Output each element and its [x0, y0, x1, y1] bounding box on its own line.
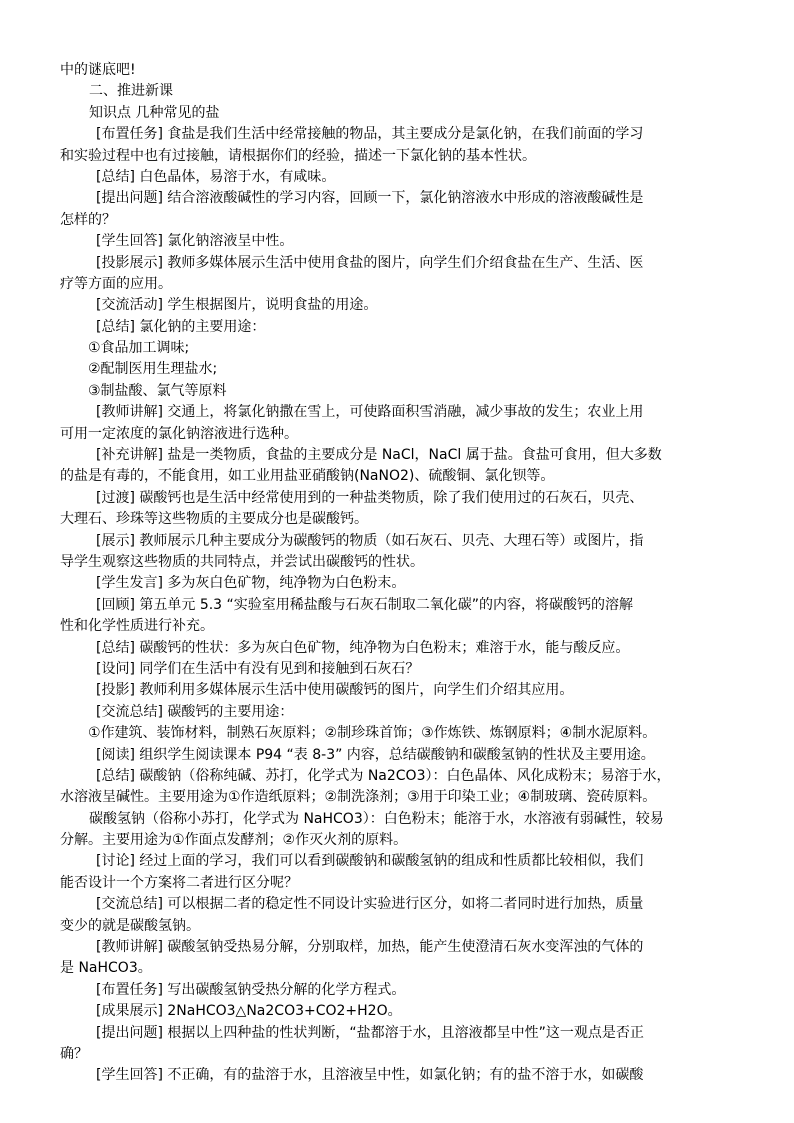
text-line: 能否设计一个方案将二者进行区分呢？ — [60, 874, 298, 891]
text-line: 是 NaHCO3。 — [60, 960, 152, 977]
text-line: ①作建筑、装饰材料，制熟石灰原料；②制珍珠首饰；③作炼铁、炼钢原料；④制水泥原料。 — [88, 725, 657, 742]
text-line: ②配制医用生理盐水; — [88, 361, 218, 378]
text-line: [回顾] 第五单元 5.3 “实验室用稀盐酸与石灰石制取二氧化碳”的内容，将碳酸钙的溶解 — [96, 596, 634, 613]
text-line: 导学生观察这些物质的共同特点，并尝试出碳酸钙的性状。 — [60, 553, 424, 570]
text-line: 确？ — [60, 1045, 88, 1062]
text-line: 水溶液呈碱性。主要用途为①作造纸原料；②制洗涤剂；③用于印染工业；④制玻璃、瓷砖原料。 — [60, 789, 657, 806]
text-line: [交流活动] 学生根据图片，说明食盐的用途。 — [96, 297, 378, 314]
text-line: [总结] 氯化钠的主要用途： — [96, 318, 266, 335]
text-line: 二、推进新课 — [89, 83, 173, 100]
text-line: [总结] 碳酸钠（俗称纯碱、苏打，化学式为 Na2CO3）：白色晶体、风化成粉末；易溶于水， — [96, 767, 671, 784]
text-line: [教师讲解] 交通上，将氯化钠撒在雪上，可使路面积雪消融，减少事故的发生；农业上用 — [96, 404, 644, 421]
text-line: 性和化学性质进行补充。 — [60, 618, 214, 635]
text-line: [提出问题] 根据以上四种盐的性状判断，“盐都溶于水，且溶液都呈中性”这一观点是否正 — [96, 1024, 644, 1041]
text-line: [教师讲解] 碳酸氢钠受热易分解，分别取样，加热，能产生使澄清石灰水变浑浊的气体的 — [96, 939, 644, 956]
text-line: 可用一定浓度的氯化钠溶液进行选种。 — [60, 425, 298, 442]
text-line: [补充讲解] 盐是一类物质，食盐的主要成分是 NaCl，NaCl 属于盐。食盐可食用，但大多数 — [96, 447, 662, 464]
text-line: 分解。主要用途为①作面点发酵剂；②作灭火剂的原料。 — [60, 832, 408, 849]
text-line: 和实验过程中也有过接触，请根据你们的经验，描述一下氯化钠的基本性状。 — [60, 147, 536, 164]
text-line: [学生发言] 多为灰白色矿物，纯净物为白色粉末。 — [96, 575, 406, 592]
text-line: ③制盐酸、氯气等原料 — [88, 382, 227, 399]
text-line: [投影] 教师利用多媒体展示生活中使用碳酸钙的图片，向学生们介绍其应用。 — [96, 682, 574, 699]
text-line: [学生回答] 氯化钠溶液呈中性。 — [96, 233, 294, 250]
text-line: [成果展示] 2NaHCO3△Na2CO3+CO2+H2O。 — [96, 1003, 402, 1020]
text-line: 大理石、珍珠等这些物质的主要成分也是碳酸钙。 — [60, 511, 368, 528]
text-line: [总结] 碳酸钙的性状：多为灰白色矿物，纯净物为白色粉末；难溶于水，能与酸反应。 — [96, 639, 630, 656]
text-line: ①食品加工调味; — [88, 340, 190, 357]
text-line: 碳酸氢钠（俗称小苏打，化学式为 NaHCO3）：白色粉末；能溶于水，水溶液有弱碱性，较易 — [89, 810, 664, 827]
text-line: 知识点 几种常见的盐 — [89, 104, 220, 121]
text-line: [交流总结] 碳酸钙的主要用途： — [96, 703, 294, 720]
document-page — [60, 60, 738, 1087]
text-line: [阅读] 组织学生阅读课本 P94 “表 8-3” 内容，总结碳酸钠和碳酸氢钠的性状及主要用途。 — [96, 746, 655, 763]
text-line: 疗等方面的应用。 — [60, 275, 172, 292]
text-line: [交流总结] 可以根据二者的稳定性不同设计实验进行区分，如将二者同时进行加热，质量 — [96, 896, 644, 913]
text-line: [展示] 教师展示几种主要成分为碳酸钙的物质（如石灰石、贝壳、大理石等）或图片，指 — [96, 532, 644, 549]
text-line: [设问] 同学们在生活中有没有见到和接触到石灰石？ — [96, 660, 420, 677]
text-line: [过渡] 碳酸钙也是生活中经常使用到的一种盐类物质，除了我们使用过的石灰石，贝壳、 — [96, 489, 644, 506]
text-line: [学生回答] 不正确，有的盐溶于水，且溶液呈中性，如氯化钠；有的盐不溶于水，如碳酸 — [96, 1067, 644, 1084]
text-line: 怎样的？ — [60, 211, 116, 228]
text-line: 中的谜底吧! — [60, 62, 136, 78]
text-line: 的盐是有毒的，不能食用，如工业用盐亚硝酸钠(NaNO2)、硫酸铜、氯化钡等。 — [60, 468, 555, 485]
text-line: [布置任务] 写出碳酸氢钠受热分解的化学方程式。 — [96, 981, 406, 998]
text-line: [总结] 白色晶体，易溶于水，有咸味。 — [96, 168, 336, 185]
text-line: [提出问题] 结合溶液酸碱性的学习内容，回顾一下，氯化钠溶液水中形成的溶液酸碱性是 — [96, 190, 644, 207]
text-line: 变少的就是碳酸氢钠。 — [60, 917, 200, 934]
text-line: [布置任务] 食盐是我们生活中经常接触的物品，其主要成分是氯化钠，在我们前面的学习 — [96, 126, 644, 143]
text-line: [讨论] 经过上面的学习，我们可以看到碳酸钠和碳酸氢钠的组成和性质都比较相似，我们 — [96, 853, 644, 870]
text-line: [投影展示] 教师多媒体展示生活中使用食盐的图片，向学生们介绍食盐在生产、生活、医 — [96, 254, 644, 271]
